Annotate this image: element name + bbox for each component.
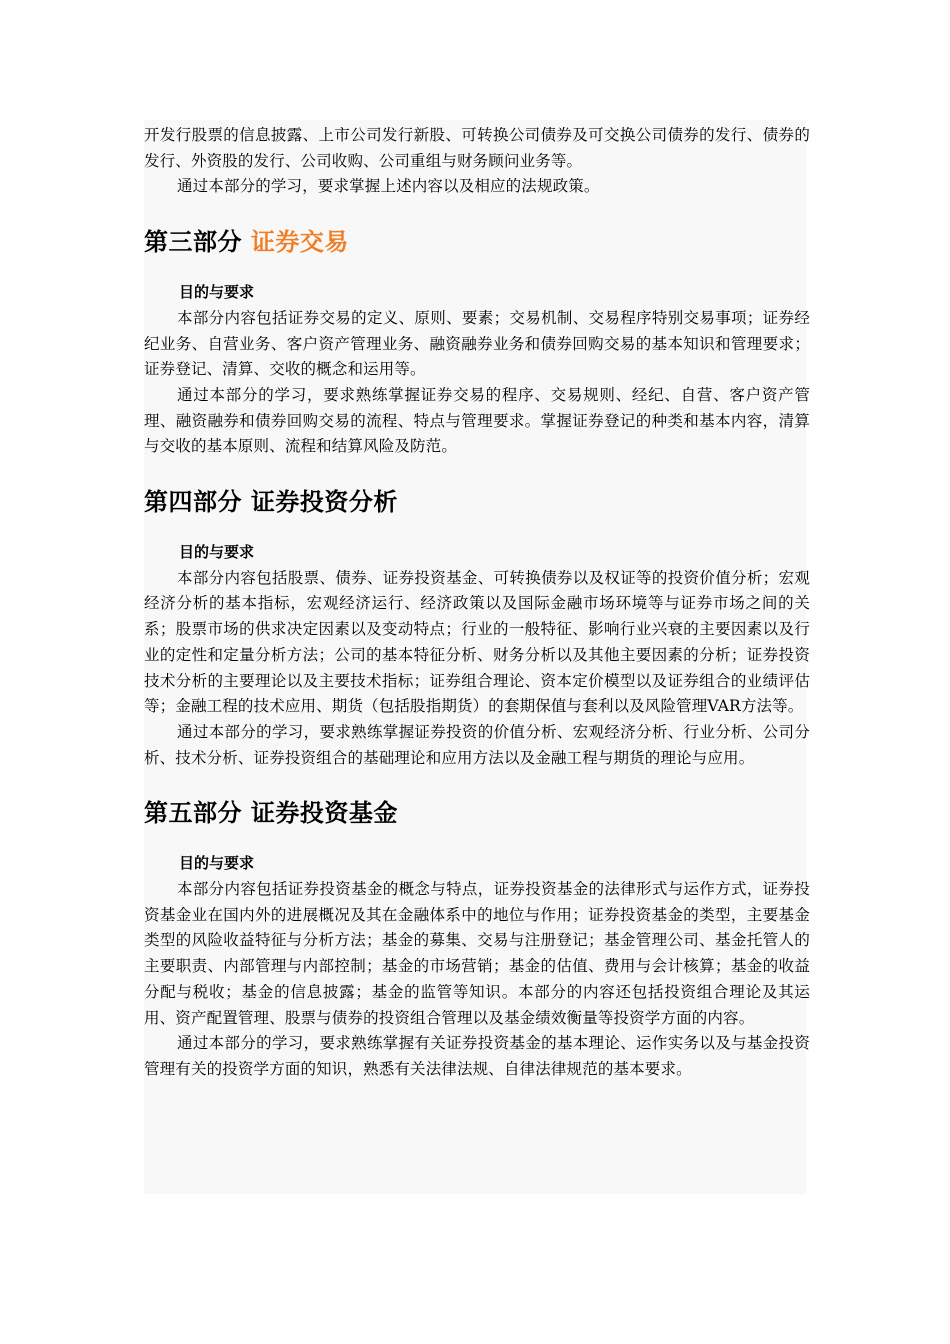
section-5-heading-title: 证券投资基金: [250, 799, 398, 828]
intro-paragraph-2: 通过本部分的学习，要求掌握上述内容以及相应的法规政策。: [177, 177, 600, 196]
section-5-heading-prefix: 第五部分: [144, 799, 251, 828]
section-4-paragraph-1: 本部分内容包括股票、债券、证券投资基金、可转换债券以及权证等的投资价值分析；宏观经济分析的基本指标，宏观经济运行、经济政策以及国际金融市场环境等与证券市场之间的关系；股票市场的供求决定因素以及变动特点；行业的一般特征、影响行业兴衰的主要因素以及行业的定性和定量分析方法；公司的基本特征分析、财务分析以及其他主要因素的分析；证券投资技术分析的主要理论以及主要技术指标；证券组合理论、资本定价模型以及证券组合的业绩评估等；金融工程的技术应用、期货（包括股指期货）的套期保值与套利以及风险管理VAR方法等。: [144, 568, 810, 716]
section-3-heading-prefix: 第三部分: [144, 228, 251, 257]
section-5-paragraph-1: 本部分内容包括证券投资基金的概念与特点，证券投资基金的法律形式与运作方式，证券投资基金业在国内外的进展概况及其在金融体系中的地位与作用；证券投资基金的类型，主要基金类型的风险收益特征与分析方法；基金的募集、交易与注册登记；基金管理公司、基金托管人的主要职责、内部管理与内部控制；基金的市场营销；基金的估值、费用与会计核算；基金的收益分配与税收；基金的信息披露；基金的监管等知识。本部分的内容还包括投资组合理论及其运用、资产配置管理、股票与债券的投资组合管理以及基金绩效衡量等投资学方面的内容。: [144, 880, 810, 1027]
section-3-heading: [144, 226, 810, 258]
intro-paragraph-1: 开发行股票的信息披露、上市公司发行新股、可转换公司债券及可交换公司债券的发行、债券的发行、外资股的发行、公司收购、公司重组与财务顾问业务等。: [144, 126, 810, 170]
section-5-subheading: 目的与要求: [179, 854, 255, 873]
section-5-paragraph-2: 通过本部分的学习，要求熟练掌握有关证券投资基金的基本理论、运作实务以及与基金投资管理有关的投资学方面的知识，熟悉有关法律法规、自律法律规范的基本要求。: [144, 1034, 810, 1078]
section-3-heading-title: 证券交易: [250, 228, 349, 257]
section-4-heading: [144, 486, 810, 518]
section-4-subheading: 目的与要求: [179, 543, 255, 562]
section-3-paragraph-2: 通过本部分的学习，要求熟练掌握证券交易的程序、交易规则、经纪、自营、客户资产管理、融资融券和债券回购交易的流程、特点与管理要求。掌握证券登记的种类和基本内容，清算与交收的基本原则、流程和结算风险及防范。: [144, 385, 810, 456]
document-body: [144, 123, 810, 1083]
section-3-paragraph-1: 本部分内容包括证券交易的定义、原则、要素；交易机制、交易程序特别交易事项；证券经纪业务、自营业务、客户资产管理业务、融资融券业务和债券回购交易的基本知识和管理要求；证券登记、清算、交收的概念和运用等。: [144, 308, 810, 379]
section-4-heading-prefix: 第四部分: [144, 488, 251, 517]
section-3-subheading: 目的与要求: [179, 283, 255, 302]
section-4-paragraph-2: 通过本部分的学习，要求熟练掌握证券投资的价值分析、宏观经济分析、行业分析、公司分析、技术分析、证券投资组合的基础理论和应用方法以及金融工程与期货的理论与应用。: [144, 722, 810, 767]
section-4-heading-title: 证券投资分析: [250, 488, 398, 517]
section-5-heading: [144, 797, 810, 829]
